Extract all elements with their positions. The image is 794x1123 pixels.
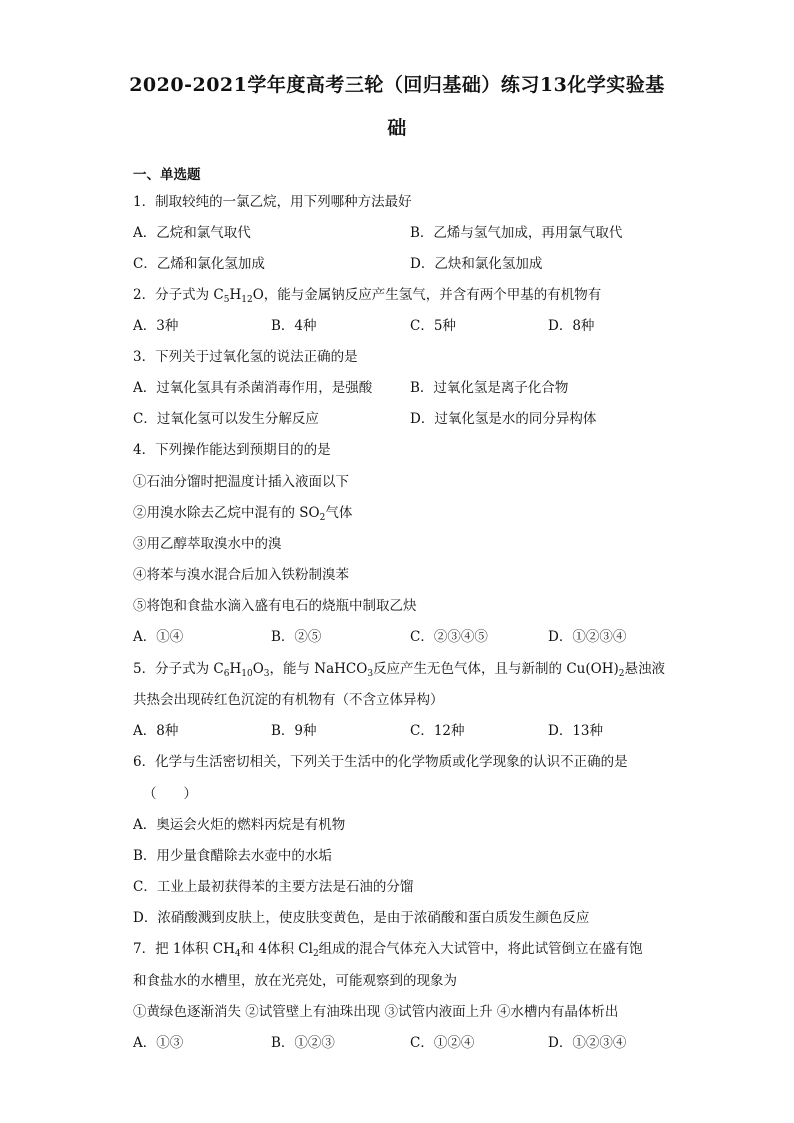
question-3-option-d: D．过氧化氢是水的同分异构体 bbox=[410, 411, 597, 427]
question-3-option-c: C．过氧化氢可以发生分解反应 bbox=[133, 411, 319, 427]
question-4-option-d: D．①②③④ bbox=[548, 629, 627, 645]
question-4-statement-3: ③用乙醇萃取溴水中的溴 bbox=[133, 536, 282, 552]
question-4-option-a: A．①④ bbox=[133, 629, 184, 645]
question-3-option-b: B．过氧化氢是离子化合物 bbox=[410, 380, 569, 396]
question-7-option-b: B．①②③ bbox=[271, 1035, 335, 1051]
question-4-stem: 4．下列操作能达到预期目的的是 bbox=[133, 442, 331, 458]
question-1-stem: 1．制取较纯的一氯乙烷，用下列哪种方法最好 bbox=[133, 194, 412, 210]
question-6-option-a: A．奥运会火炬的燃料丙烷是有机物 bbox=[133, 817, 346, 833]
question-7-option-a: A．①③ bbox=[133, 1035, 184, 1051]
question-5-stem: 5．分子式为 $C_6H_{10}O_3$，能与 NaHCO$_3$反应产生无色气体，且与新制的 $Cu(OH)_2$悬浊液 bbox=[133, 661, 665, 679]
question-7-option-c: C．①②④ bbox=[410, 1035, 475, 1051]
question-1-option-a: A．乙烷和氯气取代 bbox=[133, 225, 251, 241]
question-3-stem: 3．下列关于过氧化氢的说法正确的是 bbox=[133, 349, 358, 365]
question-6-option-d: D．浓硝酸溅到皮肤上，使皮肤变黄色，是由于浓硝酸和蛋白质发生颜色反应 bbox=[133, 910, 590, 926]
question-4-statement-1: ①石油分馏时把温度计插入液面以下 bbox=[133, 474, 349, 490]
question-5-option-a: A．8种 bbox=[133, 723, 179, 739]
question-4-statement-5: ⑤将饱和食盐水滴入盛有电石的烧瓶中制取乙炔 bbox=[133, 598, 417, 614]
question-2-option-a: A．3种 bbox=[133, 318, 179, 334]
question-7-stem-continuation: 和食盐水的水槽里，放在光亮处，可能观察到的现象为 bbox=[133, 973, 457, 989]
question-5-option-d: D．13种 bbox=[548, 723, 604, 739]
section-heading: 一、单选题 bbox=[133, 167, 201, 183]
question-4-option-b: B．②⑤ bbox=[271, 629, 322, 645]
question-5-stem-continuation: 共热会出现砖红色沉淀的有机物有（不含立体异构） bbox=[133, 692, 444, 708]
question-1-option-b: B．乙烯与氢气加成，再用氯气取代 bbox=[410, 225, 623, 241]
page-title-continuation: 础 bbox=[387, 117, 407, 139]
question-7-stem: 7．把 1体积 $CH_4$和 4体积 $Cl_2$组成的混合气体充入大试管中，将此试管倒立在盛有饱 bbox=[133, 941, 643, 959]
question-1-option-d: D．乙炔和氯化氢加成 bbox=[410, 256, 543, 272]
question-6-answer-blank: （ ） bbox=[143, 786, 197, 802]
question-7-option-d: D．①②③④ bbox=[548, 1035, 627, 1051]
question-6-stem: 6．化学与生活密切相关，下列关于生活中的化学物质或化学现象的认识不正确的是 bbox=[133, 754, 628, 770]
question-4-statement-2: ②用溴水除去乙烷中混有的 $SO_2$气体 bbox=[133, 505, 353, 523]
question-2-option-c: C．5种 bbox=[410, 318, 456, 334]
question-4-option-c: C．②③④⑤ bbox=[410, 629, 488, 645]
question-5-option-c: C．12种 bbox=[410, 723, 465, 739]
question-4-statement-4: ④将苯与溴水混合后加入铁粉制溴苯 bbox=[133, 567, 349, 583]
question-7-statements: ①黄绿色逐渐消失 ②试管壁上有油珠出现 ③试管内液面上升 ④水槽内有晶体析出 bbox=[133, 1004, 619, 1020]
question-2-option-d: D．8种 bbox=[548, 318, 595, 334]
page-title: 2020-2021学年度高考三轮（回归基础）练习13化学实验基 bbox=[129, 74, 665, 96]
question-2-option-b: B．4种 bbox=[271, 318, 317, 334]
question-6-option-b: B．用少量食醋除去水壶中的水垢 bbox=[133, 848, 332, 864]
question-1-option-c: C．乙烯和氯化氢加成 bbox=[133, 256, 265, 272]
question-3-option-a: A．过氧化氢具有杀菌消毒作用，是强酸 bbox=[133, 380, 373, 396]
question-6-option-c: C．工业上最初获得苯的主要方法是石油的分馏 bbox=[133, 879, 414, 895]
question-5-option-b: B．9种 bbox=[271, 723, 317, 739]
question-2-stem: 2．分子式为 $C_5H_{12}O$，能与金属钠反应产生氢气，并含有两个甲基的有机物有 bbox=[133, 287, 602, 305]
